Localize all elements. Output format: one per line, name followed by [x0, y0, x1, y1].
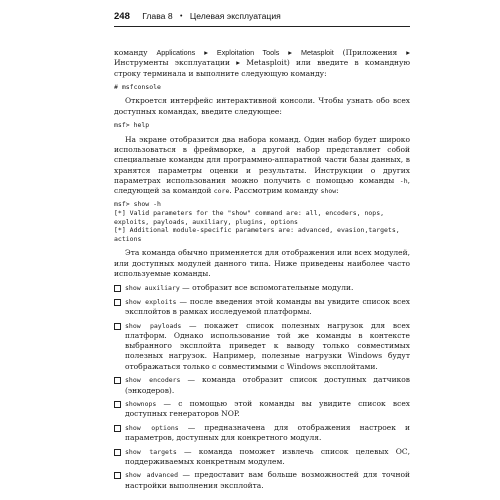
- command-description: — предоставит вам больше возможностей для точной настройки выполнения эксплойта.: [125, 470, 411, 490]
- chapter-label: Глава 8: [142, 11, 173, 21]
- paragraph-show-usage: Эта команда обычно применяется для отображения или всех модулей, или доступных модулей данного типа. Ниже приведены наиболее часто используемые команды.: [114, 248, 410, 279]
- menu-arrow: ▸: [406, 48, 411, 57]
- chapter-title: Целевая эксплуатация: [189, 11, 281, 21]
- intro-text-3: Инструменты эксплуатации: [114, 58, 237, 68]
- command-name: show payloads: [125, 321, 182, 330]
- checkbox-bullet-icon: [114, 299, 121, 306]
- intro-text-1: команду: [114, 48, 157, 57]
- menu-arrow: ▸: [204, 48, 208, 57]
- list-item: [114, 447, 410, 468]
- command-list: [114, 283, 410, 491]
- running-header: [114, 11, 410, 27]
- checkbox-bullet-icon: [114, 401, 121, 408]
- checkbox-bullet-icon: [114, 449, 121, 456]
- command-description: — покажет список полезных нагрузок для всех платформ. Однако использование той же команды в контексте выбранного эксплойта приведет к выводу только совместимых полезных нагрузок. Например, полезные нагрузки Windows будут отображаться только с совместимыми с Windows эксплойтами.: [125, 320, 410, 371]
- page-number: 248: [114, 11, 130, 22]
- command-name: show auxiliary: [125, 284, 180, 293]
- code-show-help: msf> show -h [*] Valid parameters for the "show" command are: all, encoders, nops, exploits, payloads, auxiliary, plugins, options [*] Additional module-specific parameters are: advanced, evasion,targets, actions: [114, 200, 400, 243]
- header-bullet: •: [180, 13, 183, 20]
- list-item: [114, 297, 410, 318]
- checkbox-bullet-icon: [114, 323, 121, 330]
- menu-arrow: ▸: [288, 48, 293, 57]
- intro-paragraph: [114, 48, 410, 79]
- menu-applications: Applications: [156, 48, 196, 57]
- intro-text-2: (Приложения: [333, 48, 407, 57]
- command-name: show exploits: [125, 297, 177, 306]
- intro-text-4: Metasploit) или введите в командную строку терминала и выполните следующую команду:: [114, 58, 410, 78]
- command-description: — отобразит все вспомогательные модули.: [179, 283, 354, 293]
- menu-exploitation-tools: Exploitation Tools: [216, 48, 280, 57]
- inline-code-show: show: [320, 187, 337, 196]
- command-name: show options: [125, 423, 179, 432]
- checkbox-bullet-icon: [114, 472, 121, 479]
- command-description: — предназначена для отображения настроек и параметров, доступных для конкретного модуля.: [125, 422, 410, 443]
- list-item: [114, 470, 410, 491]
- list-item: [114, 375, 410, 396]
- header-rule: [114, 26, 410, 27]
- command-description: — после введения этой команды вы увидите список всех эксплойтов в рамках исследуемой платформы.: [125, 296, 410, 317]
- command-description: — команда поможет извлечь список целевых ОС, поддерживаемых конкретным модулем.: [125, 446, 411, 466]
- p3-text-2: , следующей за командой: [114, 175, 410, 196]
- list-item: [114, 423, 410, 444]
- list-item: [114, 283, 410, 293]
- code-msfconsole: # msfconsole: [114, 82, 161, 91]
- checkbox-bullet-icon: [114, 285, 121, 292]
- command-description: — команда отобразит список доступных датчиков (энкодеров).: [125, 375, 411, 395]
- command-name: show advanced: [125, 471, 178, 480]
- command-description: — с помощью этой команды вы увидите список всех доступных генераторов NOP.: [125, 399, 410, 419]
- paragraph-command-sets: [114, 135, 410, 197]
- inline-code-h: -h: [399, 176, 408, 185]
- page-body: [114, 48, 410, 494]
- menu-metasploit: Metasploit: [300, 48, 334, 57]
- command-name: show encoders: [125, 376, 181, 385]
- p3-text-4: :: [336, 186, 339, 196]
- code-help: msf> help: [114, 121, 150, 130]
- p3-text-3: . Рассмотрим команду: [229, 186, 321, 196]
- list-item: [114, 321, 410, 372]
- menu-arrow: ▸: [236, 58, 240, 68]
- paragraph-console: Откроется интерфейс интерактивной консоли. Чтобы узнать обо всех доступных командах, введите следующее:: [114, 96, 410, 116]
- command-name: show targets: [125, 447, 177, 456]
- list-item: [114, 399, 410, 420]
- checkbox-bullet-icon: [114, 425, 121, 432]
- checkbox-bullet-icon: [114, 377, 121, 384]
- command-name: shownops: [125, 400, 157, 409]
- p3-text-1: На экране отобразится два набора команд. Один набор будет широко использоваться в фреймворке, а другой набор представляет собой специальные команды для программно-аппаратной части базы данных, в хранятся параметры оценки и результаты. Инструкции о других параметрах использования можно получить с помощью команды: [114, 134, 410, 185]
- inline-code-core: core: [213, 187, 230, 196]
